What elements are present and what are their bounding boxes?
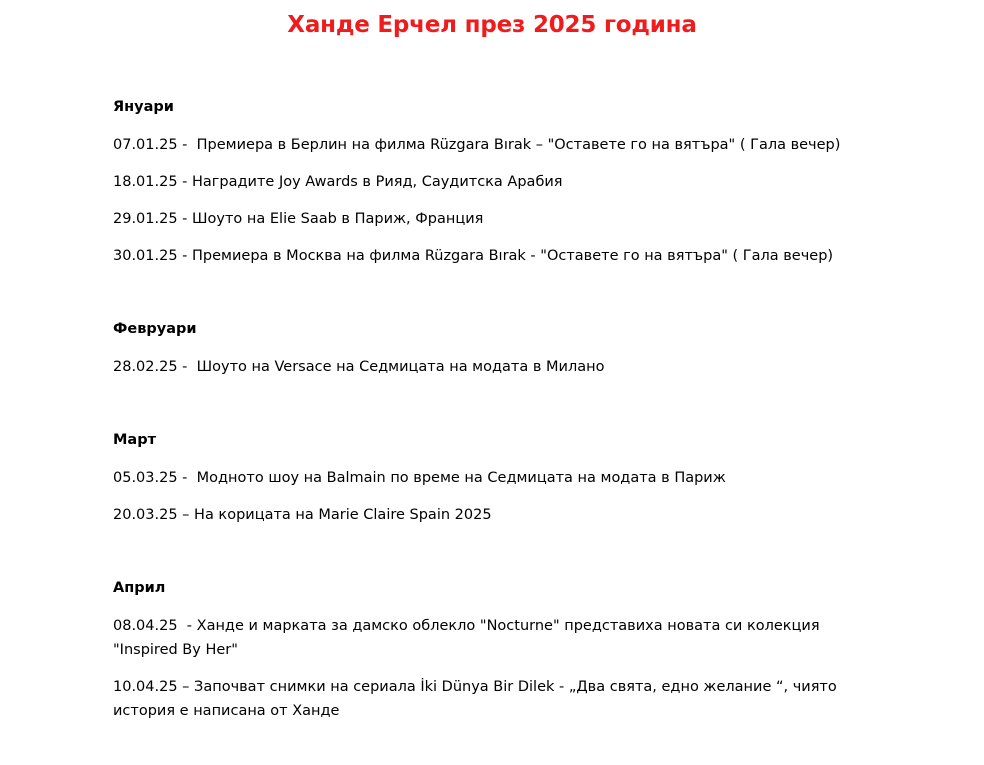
section-spacer xyxy=(113,268,873,319)
event-entry: 29.01.25 - Шоуто на Elie Saab в Париж, Франция xyxy=(113,211,484,227)
month-section-january xyxy=(113,97,873,268)
month-heading: Април xyxy=(113,580,166,596)
document-body xyxy=(113,97,873,723)
month-heading: Януари xyxy=(113,99,174,115)
month-section-february xyxy=(113,319,873,379)
section-spacer xyxy=(113,379,873,430)
document-title: Ханде Ерчел през 2025 година xyxy=(287,12,697,38)
event-entry: 30.01.25 - Премиера в Москва на филма Rüzgara Bırak - "Оставете го на вятъра" ( Гала вечер) xyxy=(113,248,834,264)
event-entry: 18.01.25 - Наградите Joy Awards в Рияд, Саудитска Арабия xyxy=(113,174,563,190)
month-heading: Март xyxy=(113,432,156,448)
event-entry: 28.02.25 - Шоуто на Versace на Седмицата на модата в Милано xyxy=(113,359,605,375)
month-heading: Февруари xyxy=(113,321,197,337)
event-entry: 08.04.25 - Ханде и марката за дамско облекло "Nocturne" представиха новата си колекция "Inspired By Her" xyxy=(113,618,825,658)
month-section-march xyxy=(113,430,873,527)
month-section-april xyxy=(113,578,873,723)
event-entry: 07.01.25 - Премиера в Берлин на филма Rüzgara Bırak – "Оставете го на вятъра" ( Гала вечер) xyxy=(113,137,841,153)
event-entry: 20.03.25 – На корицата на Marie Claire Spain 2025 xyxy=(113,507,492,523)
event-entry: 10.04.25 – Започват снимки на сериала İki Dünya Bir Dilek - „Два свята, едно желание “, чиято история е написана от Ханде xyxy=(113,679,842,719)
event-entry: 05.03.25 - Модното шоу на Balmain по време на Седмицата на модата в Париж xyxy=(113,470,726,486)
section-spacer xyxy=(113,527,873,578)
